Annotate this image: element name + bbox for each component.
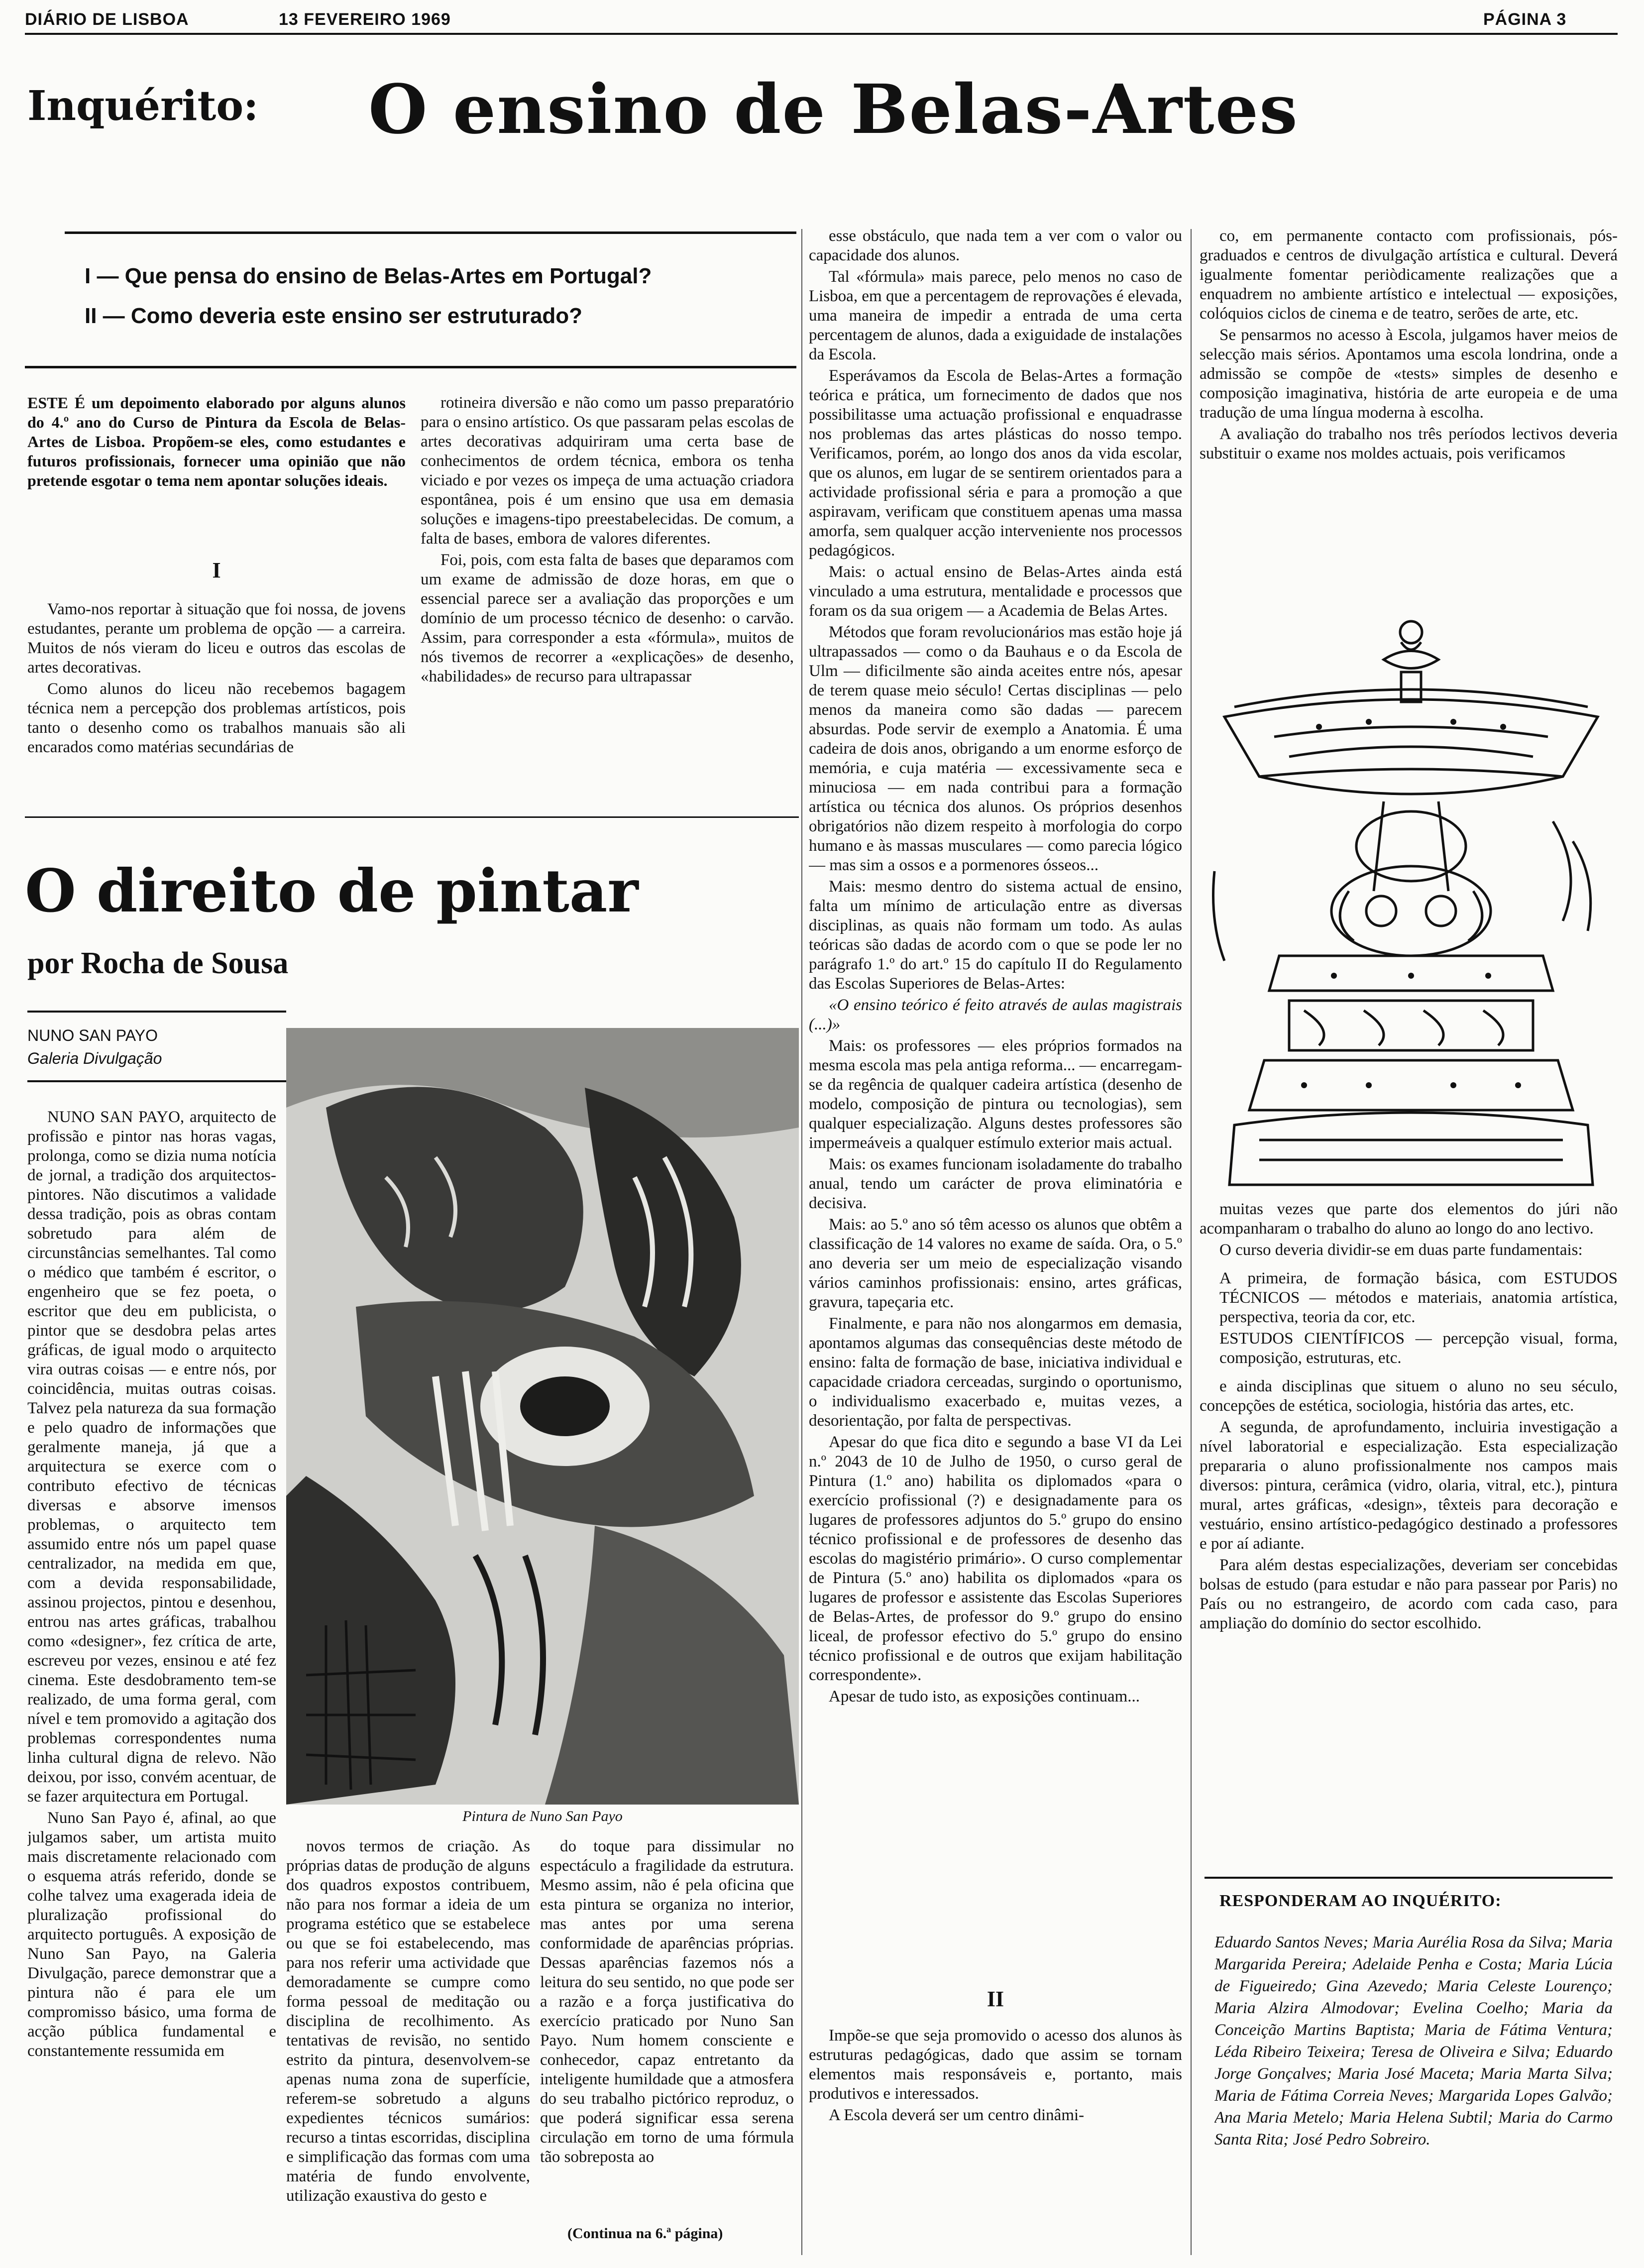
respondents-list: Eduardo Santos Neves; Maria Aurélia Rosa da Silva; Maria Margarida Pereira; Adelaide Penha e Costa; Maria Lúcia de Figueiredo; Gina Azevedo; Maria Celeste Lourenço; Maria Alzira Almodovar; Evelina Coelho; Maria da Conceição Martins Baptista; Maria de Fátima Ventura; Léda Ribeiro Teixeira; Teresa de Oliveira e Silva; Eduardo Jorge Gonçalves; Maria José Maceta; Maria Marta Silva; Maria de Fátima Correia Neves; Margarida Lopes Galvão; Ana Maria Metelo; Maria Helena Subtil; Maria do Carmo Santa Rita; José Pedro Sobreiro. [1214,1933,1613,2149]
image-caption: Pintura de Nuno San Payo [462,1808,623,1824]
paragraph: do toque para dissimular no espectáculo a fragilidade da estrutura. Mesmo assim, não é pela oficina que esta pintura se organiza no interior, mas antes por uma serena conformidade de aparências próprias. Dessas aparências fazemos nós a leitura do seu sentido, no que pode ser a razão e a força justificativa do exercício praticado por Nuno San Payo. Num homem consciente e conhecedor, capaz entretanto da inteligente humildade que a atmosfera do seu trabalho pictórico reproduz, o que poderá significar essa serena circulação em torno de uma fórmula tão sobreposta ao [540,1837,794,2166]
newspaper-name: DIÁRIO DE LISBOA [25,10,189,29]
article-divider [25,816,799,818]
column-divider [801,229,802,2255]
respondents-rule [1205,1877,1613,1879]
questions-rule-top [65,231,796,234]
paragraph: esse obstáculo, que nada tem a ver com o valor ou capacidade dos alunos. [809,227,1182,264]
paragraph: Foi, pois, com esta falta de bases que deparamos com um exame de admissão de doze horas, em que o essencial parece ser a avaliação das proporções e um domínio de um processo técnico de desenho: o carvão. Assim, para corresponder a esta «fórmula», muitos de nós tivemos de recorrer a «explicações» de desenho, «habilidades» de recurso para ultrapassar [421,551,794,685]
paragraph: Mais: o actual ensino de Belas-Artes ainda está vinculado a uma estrutura, mentalidade e processos que foram os da sua origem — a Academia de Belas Artes. [809,563,1182,620]
question-two: II — Como deveria este ensino ser estruturado? [85,304,583,328]
paragraph: e ainda disciplinas que situem o aluno no seu século, concepções de estética, sociologia, história das artes, etc. [1200,1377,1618,1415]
paragraph: O curso deveria dividir-se em duas parte fundamentais: [1219,1241,1583,1259]
paragraph: Mais: os exames funcionam isoladamente do trabalho anual, tendo um carácter de prova eliminatória e decisiva. [809,1155,1182,1212]
article-title: O direito de pintar [25,856,639,925]
paragraph: Impõe-se que seja promovido o acesso dos alunos às estruturas pedagógicas, dado que assim se tornam elementos mais responsáveis e, portanto, mais produtivos e interessados. [809,2027,1182,2103]
paragraph: A Escola deverá ser um centro dinâmi- [829,2106,1085,2124]
paragraph: rotineira diversão e não como um passo preparatório para o ensino artístico. Os que passaram pelas escolas de artes decorativas adquiriram uma certa base de conhecimentos de ordem técnica, embora os tenha viciado e por vezes os impeça de uma actuação criadora espontânea, pois é um ensino que usa em demasia soluções e imagens-tipo preestabelecidas. De comum, a falta de bases, embora de valores diferentes. [421,394,794,548]
paragraph: co, em permanente contacto com profissionais, pós-graduados e centros de divulgação artística e cultural. Deverá igualmente fomentar periòdicamente realizações que a enquadrem no ambiente artístico e intelectual — exposições, colóquios ciclos de cinema e de teatro, serões de arte, etc. [1200,227,1618,323]
paragraph: Métodos que foram revolucionários mas estão hoje já ultrapassados — como o da Bauhaus e o da Escola de Ulm — dificilmente são ainda aceites entre nós, apesar de terem quase meio século! Certas disciplinas — pelo menos da maneira como são dadas — parecem absurdas. Pode servir de exemplo a Anatomia. É uma cadeira de dois anos, obrigando a um enorme esforço de memória, e cuja matéria — excessivamente seca e minuciosa — em nada contribui para a formação artística ou técnica dos alunos. Os próprios desenhos obrigatórios não dizem respeito à morfologia do corpo humano e às massas musculares — como parecia lógico — mas sim a ossos e a pormenores ósseos... [809,623,1182,874]
article-column-3 [540,1837,794,2220]
headline: O ensino de Belas-Artes [368,70,1299,149]
paragraph: Finalmente, e para não nos alongarmos em demasia, apontamos algumas das consequências deste método de ensino: falta de formação de base, iniciativa individual e capacidade criadora cerceadas, surgindo o oportunismo, o individualismo exacerbado e, muitas vezes, a desorientação, por falta de perspectivas. [809,1315,1182,1430]
question-one: I — Que pensa do ensino de Belas-Artes em Portugal? [85,264,652,288]
paragraph: Mais: ao 5.º ano só têm acesso os alunos que obtêm a classificação de 14 valores no exame de saída. Ora, o 5.º ano deveria ser um meio de especialização visando vários caminhos profissionais: ensino, artes gráficas, gravura, tapeçaria etc. [809,1216,1182,1311]
paragraph: Apesar do que fica dito e segundo a base VI da Lei n.º 2043 de 10 de Julho de 1950, o curso geral de Pintura (1.º ano) habilita os diplomados «para o exercício profissional (?) e designadamente para os lugares de professores adjuntos do 5.º grupo do ensino técnico profissional e de professores de desenho das escolas do magistério primário». O curso complementar de Pintura (5.º ano) habilita os diplomados «para os lugares de professor e assistente das Escolas Superiores de Belas-Artes, de professor do 9.º grupo do ensino liceal, de professor efectivo do 5.º grupo do ensino técnico profissional e de outros que exijam habilitação correspondente». [809,1433,1182,1684]
section-heading-ii: II [986,1987,1004,2011]
paragraph: Como alunos do liceu não recebemos bagagem técnica nem a percepção dos problemas artísticos, pois tanto o desenho como os trabalhos manuais são ali encarados como matérias secundárias de [27,680,406,756]
paragraph: Tal «fórmula» mais parece, pelo menos no caso de Lisboa, em que a percentagem de reprovações é elevada, uma maneira de impedir a entrada de uma certa percentagem de alunos, dada a exiguidade de instalações da Escola. [809,268,1182,363]
article-column-1 [27,1108,276,2255]
paragraph: Apesar de tudo isto, as exposições continuam... [829,1688,1140,1705]
inquiry-column-2 [421,393,794,784]
list-item: A primeira, de formação básica, com ESTUDOS TÉCNICOS — métodos e materiais, anatomia artística, perspectiva, teoria da cor, etc. [1219,1269,1618,1326]
inquiry-column-4-bottom [1200,1200,1618,1862]
exhibition-artist: NUNO SAN PAYO [27,1026,158,1044]
inquiry-column-3-end [809,2026,1182,2255]
inquiry-column-4-top [1200,227,1618,625]
regulation-quote: «O ensino teórico é feito através de aulas magistrais (...)» [809,996,1182,1033]
paragraph: Nuno San Payo é, afinal, ao que julgamos saber, um artista muito mais discretamente relacionado com o esquema atrás referido, donde se colhe talvez uma exagerada ideia de pluralização profissional do arquitecto português. A exposição de Nuno San Payo, na Galeria Divulgação, parece demonstrar que a pintura não é para ele um compromisso básico, uma forma de acção pública fundamental e constantemente ressumida em [27,1809,276,2060]
continued-note: (Continua na 6.ª página) [567,2225,723,2242]
painting-image [286,1028,799,1805]
paragraph: muitas vezes que parte dos elementos do júri não acompanharam o trabalho do aluno ao longo do ano lectivo. [1200,1200,1618,1238]
list-item: ESTUDOS CIENTÍFICOS — percepção visual, forma, composição, estruturas, etc. [1219,1330,1618,1367]
paragraph: NUNO SAN PAYO, arquitecto de profissão e pintor nas horas vagas, prolonga, como se dizia numa notícia de jornal, a tradição dos arquitectos-pintores. Não discutimos a validade dessa tradição, pois as obras contam sobretudo para além de circunstâncias semelhantes. Tal como o médico que também é escritor, o engenheiro que se fez poeta, o escritor que deu em publicista, o pintor que se desdobra pelas artes gráficas, de igual modo o arquitecto vira outras coisas — e entre nós, por coincidência, muitas outras coisas. Talvez pela natureza da sua formação e pelo quadro de informações que geralmente maneja, já que a arquitectura se exerce com o contributo efectivo de técnicas diversas e absorve imensos problemas, o arquitecto tem assumido entre nós um papel quase centralizador, na medida em que, com a devida responsabilidade, assinou projectos, pintou e desenhou, entrou nas artes gráficas, trabalhou como «designer», fez crítica de arte, escreveu por vezes, ensinou e até fez cinema. Este desdobramento tem-se realizado, de uma forma geral, com nível e tem promovido a agitação dos problemas correspondentes numa linha cultural digna de relevo. Não deixou, por isso, convém acentuar, de se fazer arquitectura em Portugal. [27,1108,276,1806]
column-divider [1191,229,1192,2255]
exhibition-gallery: Galeria Divulgação [27,1049,162,1067]
respondents-heading: RESPONDERAM AO INQUÉRITO: [1219,1892,1502,1910]
byline-rule [27,1011,286,1013]
paragraph: Para além destas especializações, deveriam ser concebidas bolsas de estudo (para estudar e não para passear por Paris) no País ou no estrangeiro, de acordo com cada caso, para ampliação do domínio do sector escolhido. [1200,1556,1618,1632]
byline-rule-bottom [27,1080,286,1082]
paragraph: A avaliação do trabalho nos três períodos lectivos deveria substituir o exame nos moldes actuais, pois verificamos [1200,425,1618,462]
paragraph: Se pensarmos no acesso à Escola, julgamos haver meios de selecção mais sérios. Apontamos uma escola londrina, onde a admissão se compõe de «tests» simples de desenho e composição imaginativa, história de arte europeia e de uma tradução de uma língua moderna à escolha. [1200,326,1618,422]
course-structure-list [1219,1269,1618,1368]
inquiry-column-1 [27,600,406,784]
section-heading-i: I [212,558,221,582]
inquiry-column-3 [809,227,1182,1944]
fountain-illustration [1205,612,1618,1190]
article-column-2 [286,1837,530,2255]
issue-date: 13 FEVEREIRO 1969 [279,10,451,29]
intro-paragraph: ESTE É um depoimento elaborado por alguns alunos do 4.º ano do Curso de Pintura da Escola de Belas-Artes de Lisboa. Propõem-se eles, como estudantes e futuros profissionais, fornecer uma opinião que não pretende esgotar o tema nem apontar soluções ideais. [27,394,406,489]
article-byline: por Rocha de Sousa [27,946,289,980]
header-rule [25,33,1618,35]
page-number: PÁGINA 3 [1483,10,1567,29]
questions-rule-bottom [25,366,796,368]
paragraph: novos termos de criação. As próprias datas de produção de alguns dos quadros expostos contribuem, não para nos formar a ideia de um programa estético que se estabelece ou que se foi estabelecendo, mas para nos referir uma actividade que demoradamente se cumpre como forma pessoal de meditação ou disciplina de recolhimento. As tentativas de revisão, no sentido estrito da pintura, desenvolvem-se apenas numa zona de superfície, referem-se sobretudo a alguns expedientes técnicos sumários: recurso a tintas escorridas, disciplina e simplificação das formas com uma matéria de fundo envolvente, utilização exaustiva do gesto e [286,1837,530,2205]
paragraph: Mais: os professores — eles próprios formados na mesma escola mas pela antiga reforma... — encarregam-se da regência de qualquer cadeira artística (desenho de modelo, composição de pintura ou tecnologias), sem qualquer especialização. Alguns destes professores são impermeáveis a qualquer estímulo exterior mais actual. [809,1037,1182,1152]
paragraph: Mais: mesmo dentro do sistema actual de ensino, falta um mínimo de articulação entre as diversas disciplinas, as quais não formam um todo. As aulas teóricas são dadas de acordo com o que se pode ler no parágrafo 1.º do art.º 15 do capítulo II do Regulamento das Escolas Superiores de Belas-Artes: [809,878,1182,993]
paragraph: A segunda, de aprofundamento, incluiria investigação a nível laboratorial e especialização. Esta especialização prepararia o aluno profissionalmente nos campos mais diversos: pintura, cerâmica (vidro, olaria, vitral, etc.), pintura mural, artes gráficas, «design», têxteis para decoração e vestuário, ensino artístico-pedagógico destinado a professores e por aí adiante. [1200,1418,1618,1553]
section-kicker: Inquérito: [27,82,259,130]
paragraph: Vamo-nos reportar à situação que foi nossa, de jovens estudantes, perante um problema de opção — a carreira. Muitos de nós vieram do liceu e outros das escolas de artes decorativas. [27,600,406,677]
paragraph: Esperávamos da Escola de Belas-Artes a formação teórica e prática, um fornecimento de dados que nos possibilitasse uma actuação profissional e enquadrasse nos problemas das artes plásticas do nosso tempo. Verificamos, porém, ao longo dos anos da vida escolar, que os alunos, em lugar de se sentirem orientados para a actividade profissional séria e para a promoção a que aspiravam, verificam que constituem apenas uma massa amorfa, sem qualquer acção interveniente nos processos pedagógicos. [809,367,1182,560]
